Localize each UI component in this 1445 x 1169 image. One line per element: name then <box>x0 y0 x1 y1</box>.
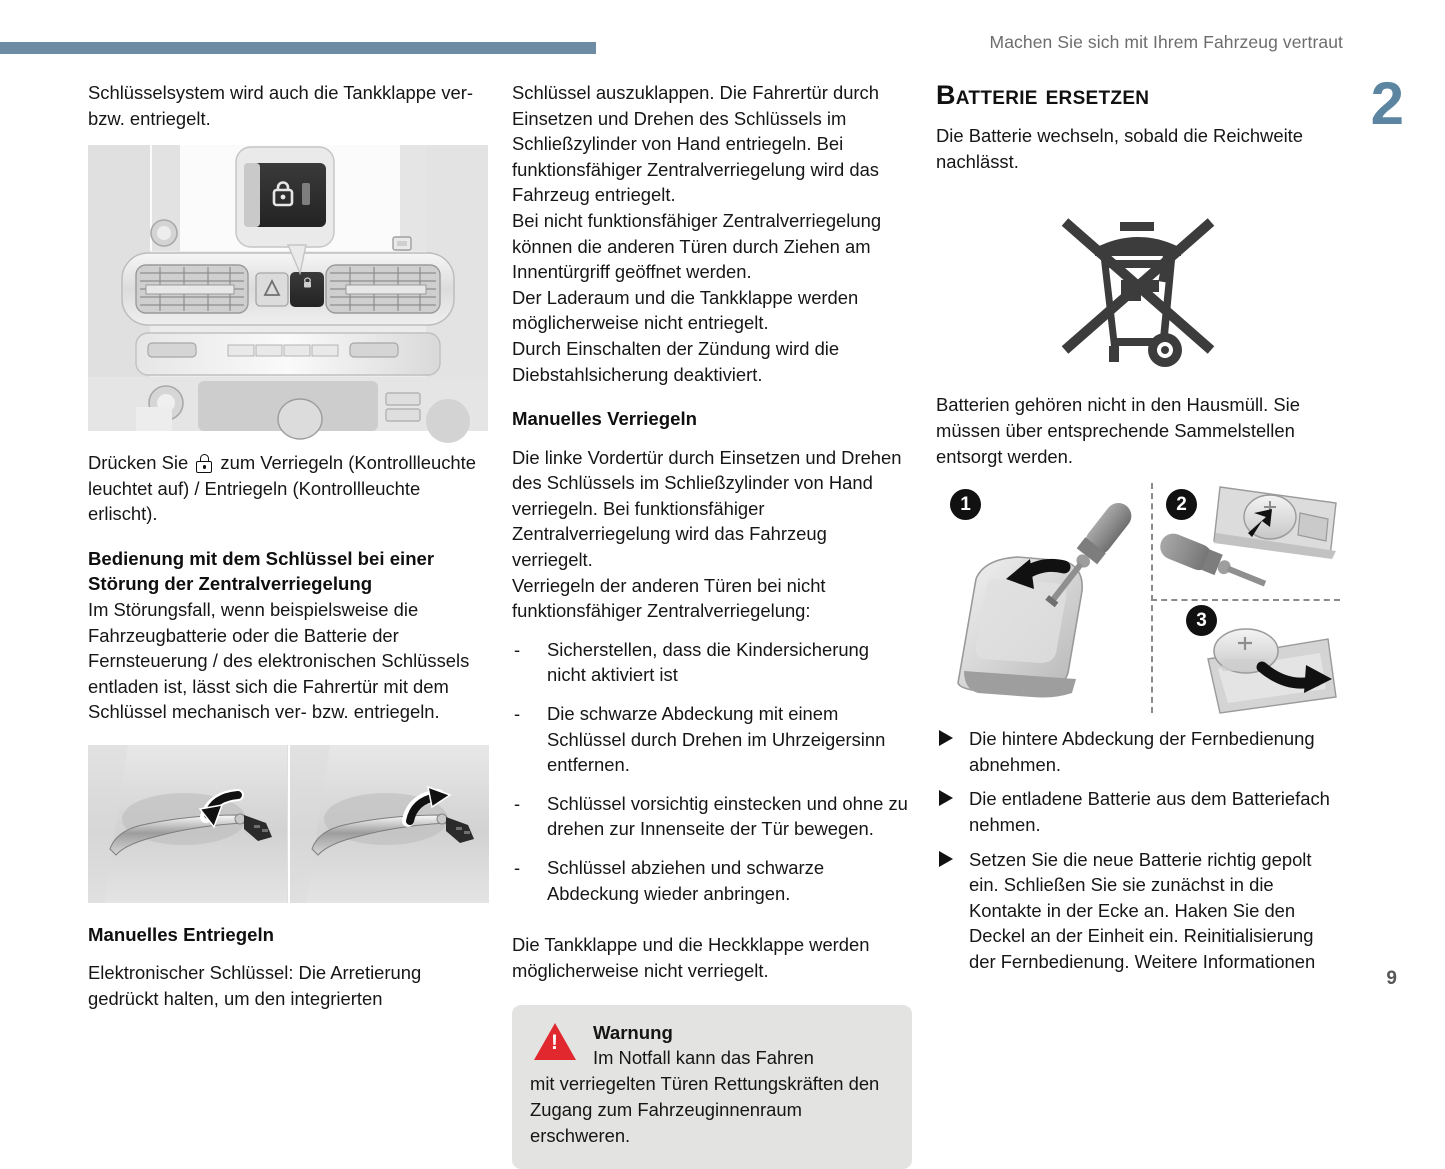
step-badge-3: 3 <box>1186 605 1217 636</box>
triangle-bullet-icon <box>939 730 953 746</box>
door-handle-key-turn-left-svg <box>88 745 287 903</box>
mid-paragraph-2: Bei nicht funktionsfähiger Zentralverriegelung können die anderen Türen durch Ziehen am Innentürgriff geöffnet werden. <box>512 209 882 283</box>
list-item <box>936 726 1340 777</box>
crossed-out-wheelie-bin-icon <box>1043 210 1233 385</box>
step-badge-2: 2 <box>1166 489 1197 520</box>
step1-illustration <box>958 498 1137 698</box>
hazard-warning-triangle-icon <box>256 273 288 306</box>
step-badge-1: 1 <box>950 489 981 520</box>
mid-paragraph-1: Schlüssel auszuklappen. Die Fahrertür durch Einsetzen und Drehen des Schlüssels im Schließzylinder von Hand entriegeln. Bei funktionsfähiger Zentralverriegelung wird das Fahrzeug entriegelt. <box>512 82 879 206</box>
dashboard-illustration-svg <box>88 145 488 431</box>
list-item <box>512 791 912 842</box>
header-accent-bar <box>0 42 596 54</box>
heading-manual-lock: Manuelles Verriegeln <box>512 408 697 430</box>
dashboard-central-locking-figure <box>88 145 488 431</box>
heading-key-fault: Bedienung mit dem Schlüssel bei einer Störung der Zentralverriegelung <box>88 547 435 595</box>
section-title-batterie-ersetzen: Batterie ersetzen <box>936 80 1150 110</box>
dash-marker: - <box>514 856 521 878</box>
door-handle-figure <box>88 745 488 903</box>
list-item-text: Schlüssel vorsichtig einstecken und ohne zu drehen zur Innenseite der Tür bewegen. <box>547 792 908 840</box>
list-item <box>512 701 912 778</box>
chapter-number: 2 <box>1370 70 1403 137</box>
warning-box <box>512 1005 912 1169</box>
dash-marker: - <box>514 792 521 814</box>
list-item-text: Die entladene Batterie aus dem Batteriefach nehmen. <box>969 788 1330 835</box>
list-item-text: Schlüssel abziehen und schwarze Abdeckung wieder anbringen. <box>547 856 825 904</box>
list-item <box>936 786 1340 837</box>
mid-paragraph-5: Die linke Vordertür durch Einsetzen und Drehen des Schlüssels im Schließzylinder von Hand verriegeln. Bei funktionsfähiger Zentralverriegelung wird das Fahrzeug verriegelt. <box>512 446 902 570</box>
dash-marker: - <box>514 702 521 724</box>
manual-lock-steps-list <box>512 637 912 906</box>
list-item-text: Setzen Sie die neue Batterie richtig gepolt ein. Schließen Sie sie zunächst in die Kontakte in der Ecke an. Haken Sie den Deckel an der Einheit ein. Reinitialisierung der Fernbedienung. Weitere Informationen <box>969 848 1316 972</box>
door-handle-key-turn-right-svg <box>290 745 489 903</box>
mid-paragraph-3: Der Laderaum und die Tankklappe werden möglicherweise nicht entriegelt. <box>512 286 859 334</box>
middle-column <box>512 80 912 1169</box>
right-column <box>936 80 1340 984</box>
lock-icon <box>196 454 212 473</box>
paragraph-key-fault: Im Störungsfall, wenn beispielsweise die Fahrzeugbatterie oder die Batterie der Fernsteuerung / des elektronischen Schlüssels entladen ist, lässt sich die Fahrertür mit dem Schlüssel mechanisch ver- bzw. entriegeln. <box>88 598 470 723</box>
warning-title: Warnung <box>593 1022 673 1044</box>
triangle-bullet-icon <box>939 851 953 867</box>
mid-paragraph-4: Durch Einschalten der Zündung wird die Diebstahlsicherung deaktiviert. <box>512 337 840 385</box>
door-handle-panel-right <box>288 745 488 903</box>
caption-text-after: zum Verriegeln (Kontrollleuchte leuchtet auf) / Entriegeln (Kontrollleuchte erlischt). <box>88 452 476 525</box>
battery-replacement-instruction-list <box>936 726 1340 974</box>
mid-paragraph-6: Verriegeln der anderen Türen bei nicht funktionsfähiger Zentralverriegelung: <box>512 574 826 622</box>
recycling-figure <box>936 202 1340 392</box>
central-locking-button-small <box>290 272 324 307</box>
section-intro-paragraph: Die Batterie wechseln, sobald die Reichweite nachlässt. <box>936 125 1303 172</box>
dash-marker: - <box>514 638 521 660</box>
list-item-text: Die hintere Abdeckung der Fernbedienung abnehmen. <box>969 728 1315 775</box>
steps-illustration-svg <box>936 483 1340 713</box>
list-item <box>512 855 912 906</box>
paragraph-disposal: Batterien gehören nicht in den Hausmüll. Sie müssen über entsprechende Sammelstellen entsorgt werden. <box>936 394 1300 467</box>
door-handle-panel-left <box>88 745 288 903</box>
step3-illustration <box>1208 629 1336 713</box>
paragraph-manual-unlock: Elektronischer Schlüssel: Die Arretierung gedrückt halten, um den integrierten <box>88 962 422 1010</box>
battery-replacement-steps-figure <box>936 483 1340 713</box>
left-column <box>88 80 488 1012</box>
warning-first-line: Im Notfall kann das Fahren <box>593 1047 814 1069</box>
list-item <box>936 847 1340 975</box>
list-item-text: Sicherstellen, dass die Kindersicherung nicht aktiviert ist <box>547 638 870 686</box>
step2-illustration <box>1156 487 1336 596</box>
heading-manual-unlock: Manuelles Entriegeln <box>88 923 274 945</box>
caption-text-before: Drücken Sie <box>88 452 189 474</box>
triangle-bullet-icon <box>939 790 953 806</box>
warning-triangle-icon <box>534 1023 576 1060</box>
mid-paragraph-7: Die Tankklappe und die Heckklappe werden möglicherweise nicht verriegelt. <box>512 934 870 981</box>
warning-body: mit verriegelten Türen Rettungskräften den Zugang zum Fahrzeuginnenraum erschweren. <box>530 1073 880 1147</box>
header-title: Machen Sie sich mit Ihrem Fahrzeug vertraut <box>989 32 1343 52</box>
left-intro-paragraph: Schlüsselsystem wird auch die Tankklappe ver- bzw. entriegelt. <box>88 82 474 129</box>
list-item <box>512 637 912 688</box>
lock-button-caption <box>88 450 488 527</box>
list-item-text: Die schwarze Abdeckung mit einem Schlüssel durch Drehen im Uhrzeigersinn entfernen. <box>547 702 886 776</box>
page-number: 9 <box>1386 968 1397 989</box>
